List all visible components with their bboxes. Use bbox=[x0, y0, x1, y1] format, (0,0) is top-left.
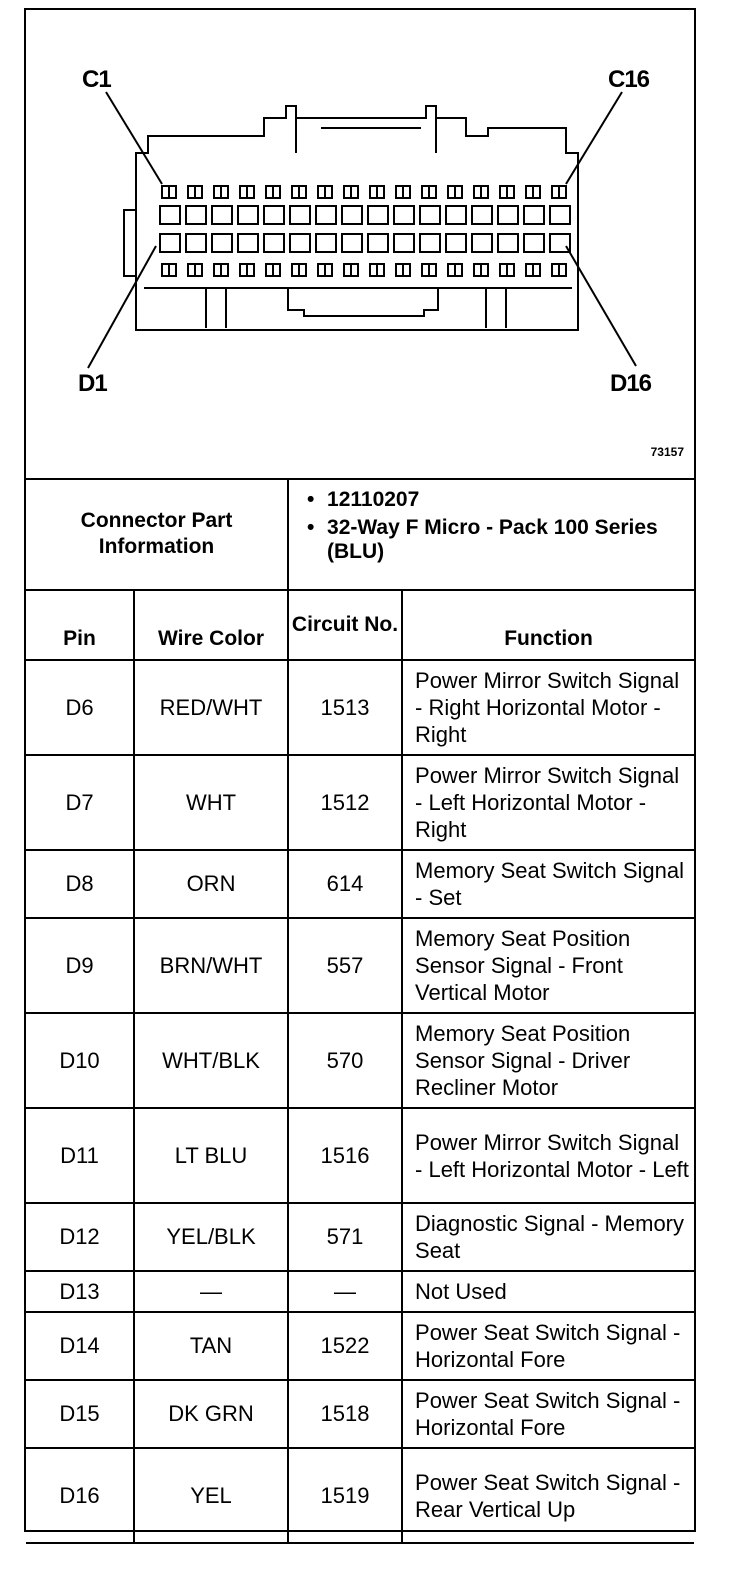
pin-cavity bbox=[368, 206, 388, 224]
pin-cell: D12 bbox=[26, 1203, 134, 1271]
table-row bbox=[26, 918, 694, 1013]
header-circuit: Circuit No. bbox=[288, 590, 402, 660]
wire-color-cell: YEL bbox=[134, 1448, 288, 1543]
function-cell: Power Seat Switch Signal - Horizontal Fore bbox=[402, 1312, 694, 1380]
pin-cell: D14 bbox=[26, 1312, 134, 1380]
pin-cavity bbox=[394, 234, 414, 252]
pin-cell: D7 bbox=[26, 755, 134, 850]
function-cell: Memory Seat Position Sensor Signal - Driver Recliner Motor bbox=[402, 1013, 694, 1108]
pin-cavity bbox=[342, 206, 362, 224]
circuit-cell: 1518 bbox=[288, 1380, 402, 1448]
circuit-cell: 614 bbox=[288, 850, 402, 918]
pin-cavity bbox=[498, 234, 518, 252]
connector-info-details bbox=[288, 478, 694, 590]
circuit-cell: 1513 bbox=[288, 660, 402, 755]
function-cell: Not Used bbox=[402, 1271, 694, 1312]
function-cell: Power Mirror Switch Signal - Left Horizontal Motor - Right bbox=[402, 755, 694, 850]
wire-color-cell: DK GRN bbox=[134, 1380, 288, 1448]
function-cell: Power Mirror Switch Signal - Right Horizontal Motor - Right bbox=[402, 660, 694, 755]
pin-cell: D16 bbox=[26, 1448, 134, 1543]
function-cell: Memory Seat Switch Signal - Set bbox=[402, 850, 694, 918]
pin-cavity bbox=[446, 206, 466, 224]
table-row bbox=[26, 1312, 694, 1380]
connector-sheet bbox=[24, 8, 696, 1532]
pin-cavity bbox=[420, 234, 440, 252]
circuit-cell: 571 bbox=[288, 1203, 402, 1271]
pin-cell: D13 bbox=[26, 1271, 134, 1312]
table-row bbox=[26, 1203, 694, 1271]
label-c16: C16 bbox=[608, 66, 650, 93]
connector-part-number: • 12110207 bbox=[307, 488, 686, 512]
circuit-cell: 557 bbox=[288, 918, 402, 1013]
pin-cavity bbox=[550, 206, 570, 224]
header-pin: Pin bbox=[26, 590, 134, 660]
circuit-cell: 1522 bbox=[288, 1312, 402, 1380]
function-cell: Power Mirror Switch Signal - Left Horizontal Motor - Left bbox=[402, 1108, 694, 1203]
pin-cavity bbox=[264, 206, 284, 224]
pin-cavity bbox=[290, 234, 310, 252]
table-row bbox=[26, 1013, 694, 1108]
table-row bbox=[26, 1380, 694, 1448]
circuit-cell: — bbox=[288, 1271, 402, 1312]
connector-description: • 32-Way F Micro - Pack 100 Series (BLU) bbox=[307, 516, 686, 564]
label-d1: D1 bbox=[78, 370, 107, 397]
figure-number: 73157 bbox=[650, 445, 684, 459]
header-wire-color: Wire Color bbox=[134, 590, 288, 660]
wire-color-cell: YEL/BLK bbox=[134, 1203, 288, 1271]
connector-diagram bbox=[26, 10, 694, 480]
pin-cavity bbox=[420, 206, 440, 224]
label-d16: D16 bbox=[610, 370, 652, 397]
pin-cavity bbox=[290, 206, 310, 224]
table-row bbox=[26, 850, 694, 918]
function-cell: Power Seat Switch Signal - Horizontal Fore bbox=[402, 1380, 694, 1448]
pin-cell: D15 bbox=[26, 1380, 134, 1448]
circuit-cell: 1519 bbox=[288, 1448, 402, 1543]
pin-cavity bbox=[368, 234, 388, 252]
wire-color-cell: WHT bbox=[134, 755, 288, 850]
pin-cell: D6 bbox=[26, 660, 134, 755]
pin-cavity bbox=[160, 206, 180, 224]
table-row bbox=[26, 1271, 694, 1312]
pin-cavity bbox=[238, 206, 258, 224]
header-function: Function bbox=[402, 590, 694, 660]
pin-cavity bbox=[524, 206, 544, 224]
pinout-table bbox=[26, 478, 694, 1544]
circuit-cell: 1516 bbox=[288, 1108, 402, 1203]
wire-color-cell: TAN bbox=[134, 1312, 288, 1380]
function-cell: Memory Seat Position Sensor Signal - Front Vertical Motor bbox=[402, 918, 694, 1013]
table-row bbox=[26, 1108, 694, 1203]
pin-cavity bbox=[498, 206, 518, 224]
wire-color-cell: — bbox=[134, 1271, 288, 1312]
table-row bbox=[26, 755, 694, 850]
pin-cavity bbox=[342, 234, 362, 252]
connector-info-label: Connector Part Information bbox=[26, 478, 288, 590]
pin-cell: D10 bbox=[26, 1013, 134, 1108]
pin-cavity bbox=[472, 234, 492, 252]
pin-cavity bbox=[316, 234, 336, 252]
pin-cavity bbox=[524, 234, 544, 252]
wire-color-cell: ORN bbox=[134, 850, 288, 918]
wire-color-cell: RED/WHT bbox=[134, 660, 288, 755]
pin-cavity bbox=[394, 206, 414, 224]
connector-info-row bbox=[26, 478, 694, 590]
circuit-cell: 1512 bbox=[288, 755, 402, 850]
pin-cavity bbox=[238, 234, 258, 252]
pin-cavity bbox=[212, 206, 232, 224]
label-c1: C1 bbox=[82, 66, 111, 93]
wire-color-cell: LT BLU bbox=[134, 1108, 288, 1203]
pin-cavity bbox=[186, 234, 206, 252]
circuit-cell: 570 bbox=[288, 1013, 402, 1108]
header-row bbox=[26, 590, 694, 660]
pin-cavity bbox=[446, 234, 466, 252]
table-row bbox=[26, 660, 694, 755]
wire-color-cell: WHT/BLK bbox=[134, 1013, 288, 1108]
function-cell: Power Seat Switch Signal - Rear Vertical Up bbox=[402, 1448, 694, 1543]
pin-cell: D8 bbox=[26, 850, 134, 918]
pin-cavity bbox=[186, 206, 206, 224]
function-cell: Diagnostic Signal - Memory Seat bbox=[402, 1203, 694, 1271]
pin-cell: D9 bbox=[26, 918, 134, 1013]
pin-cavity bbox=[160, 234, 180, 252]
pin-cavity bbox=[472, 206, 492, 224]
wire-color-cell: BRN/WHT bbox=[134, 918, 288, 1013]
pin-cavity bbox=[316, 206, 336, 224]
pin-cavity bbox=[264, 234, 284, 252]
pin-cell: D11 bbox=[26, 1108, 134, 1203]
connector-drawing bbox=[26, 10, 694, 478]
table-row bbox=[26, 1448, 694, 1543]
pin-cavity bbox=[212, 234, 232, 252]
